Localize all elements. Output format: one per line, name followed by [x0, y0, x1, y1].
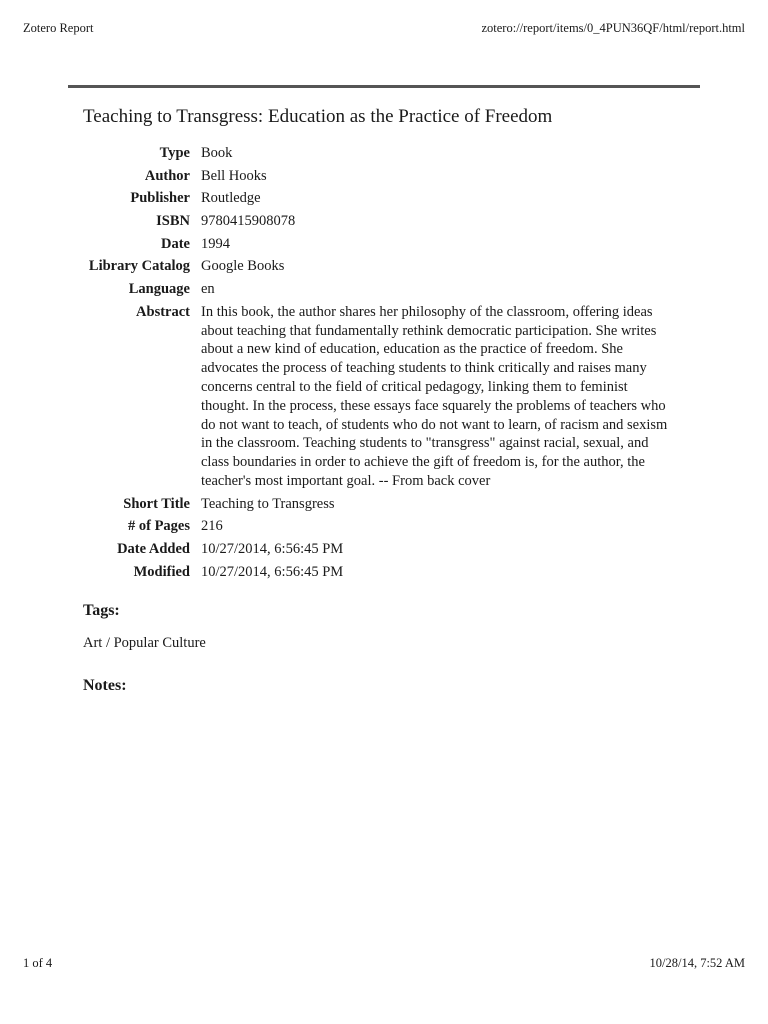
print-timestamp: 10/28/14, 7:52 AM: [649, 956, 745, 970]
field-value: Book: [201, 145, 233, 161]
field-row-type: [83, 144, 683, 163]
field-label: Library Catalog: [88, 258, 190, 275]
field-value: en: [201, 281, 215, 298]
field-row-author: [83, 167, 683, 186]
field-value: 10/27/2014, 6:56:45 PM: [201, 541, 344, 558]
item-title: Teaching to Transgress: Education as the Practice of Freedom: [83, 106, 553, 127]
field-label: Date: [161, 235, 190, 252]
field-row-abstract: [83, 303, 683, 491]
field-row-date: [83, 235, 683, 254]
field-row-language: [83, 280, 683, 299]
field-label: Language: [128, 281, 190, 298]
field-row-modified: [83, 563, 683, 582]
field-value: 9780415908078: [201, 213, 296, 230]
field-value: Teaching to Transgress: [201, 495, 335, 512]
field-label: Author: [144, 167, 190, 184]
field-label: ISBN: [156, 213, 190, 230]
field-label: Modified: [133, 563, 190, 580]
field-label: Type: [159, 145, 190, 161]
item-fields-table: [83, 144, 683, 585]
field-row-date-added: [83, 540, 683, 559]
field-value: Google Books: [201, 258, 285, 275]
header-divider: [68, 85, 700, 88]
report-url: zotero://report/items/0_4PUN36QF/html/report.html: [481, 21, 745, 35]
abstract-text: In this book, the author shares her philosophy of the classroom, offering ideas about teaching that fundamentally rethink democratic participation. She writes about a new kind of education, education as the practice of freedom. She advocates the process of teaching students to think critically and raises many concerns central to the field of critical pedagogy, linking them to feminist thought. In the process, these essays face squarely the problems of teachers who do not want to teach, of students who do not want to learn, of racism and sexism in the classroom. Teaching students to "transgress" against racial, sexual, and class boundaries in order to achieve the gift of freedom is, for the author, the teacher's most important goal. -- From back cover: [201, 303, 668, 489]
field-value: Routledge: [201, 190, 261, 207]
field-value: 10/27/2014, 6:56:45 PM: [201, 563, 344, 580]
field-label: Short Title: [123, 495, 190, 512]
field-row-num-pages: [83, 517, 683, 536]
field-value: 216: [201, 518, 223, 535]
tags-heading: Tags:: [83, 602, 120, 619]
field-label: Abstract: [136, 303, 190, 320]
field-row-short-title: [83, 495, 683, 514]
page-number: 1 of 4: [23, 956, 53, 970]
tag-item: Art / Popular Culture: [83, 635, 206, 651]
field-row-publisher: [83, 189, 683, 208]
field-label: Date Added: [117, 541, 190, 558]
notes-heading: Notes:: [83, 677, 127, 694]
field-row-isbn: [83, 212, 683, 231]
field-label: # of Pages: [127, 518, 190, 535]
field-value: Bell Hooks: [201, 167, 267, 184]
report-header-title: Zotero Report: [23, 21, 94, 35]
field-row-library-catalog: [83, 257, 683, 276]
field-value: 1994: [201, 235, 230, 252]
field-label: Publisher: [130, 190, 190, 207]
